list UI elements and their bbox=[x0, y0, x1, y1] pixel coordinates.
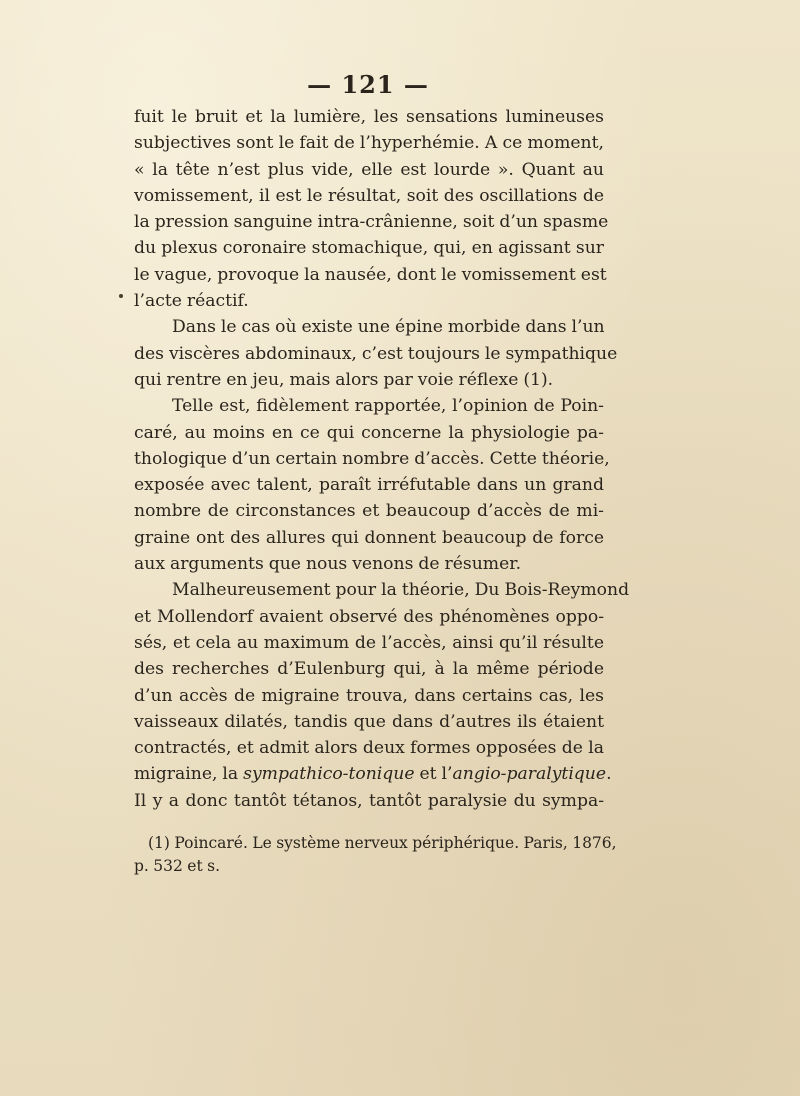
text-line: Il y a donc tantôt tétanos, tantôt paralysie du sympa- bbox=[134, 790, 604, 811]
text-line: Telle est, fidèlement rapportée, l’opinion de Poin- bbox=[172, 396, 604, 417]
text-line: la pression sanguine intra-crânienne, soit d’un spasme bbox=[134, 212, 609, 233]
text-line: vomissement, il est le résultat, soit des oscillations de bbox=[134, 185, 604, 206]
text-segment: et l’ bbox=[414, 764, 453, 785]
text-line: caré, au moins en ce qui concerne la physiologie pa- bbox=[134, 422, 604, 443]
text-line: nombre de circonstances et beaucoup d’accès de mi- bbox=[134, 501, 604, 522]
text-line: le vague, provoque la nausée, dont le vomissement est bbox=[134, 264, 607, 285]
text-line: subjectives sont le fait de l’hyperhémie. A ce moment, bbox=[134, 133, 604, 154]
text-line: et Mollendorf avaient observé des phénomènes oppo- bbox=[134, 606, 604, 627]
text-line: qui rentre en jeu, mais alors par voie réflexe (1). bbox=[134, 369, 554, 390]
text-line: sés, et cela au maximum de l’accès, ainsi qu’il résulte bbox=[134, 632, 604, 653]
text-line: thologique d’un certain nombre d’accès. Cette théorie, bbox=[134, 448, 610, 469]
margin-mark bbox=[119, 294, 123, 298]
text-line: du plexus coronaire stomachique, qui, en agissant sur bbox=[134, 238, 604, 259]
italic-term: sympathico-tonique bbox=[243, 764, 415, 785]
page-number: — 121 — bbox=[307, 70, 429, 99]
text-line: Dans le cas où existe une épine morbide dans l’un bbox=[172, 317, 605, 338]
text-line: vaisseaux dilatés, tandis que dans d’autres ils étaient bbox=[134, 711, 604, 732]
text-segment: . bbox=[606, 764, 612, 785]
text-line: contractés, et admit alors deux formes opposées de la bbox=[134, 738, 604, 759]
footnote bbox=[134, 832, 617, 878]
body-text bbox=[134, 104, 630, 814]
footnote-line: (1) Poincaré. Le système nerveux périphérique. Paris, 1876, bbox=[148, 834, 617, 852]
text-line: graine ont des allures qui donnent beaucoup de force bbox=[134, 527, 604, 548]
text-line: fuit le bruit et la lumière, les sensations lumineuses bbox=[134, 107, 604, 127]
text-line: Malheureusement pour la théorie, Du Bois-Reymond bbox=[172, 580, 630, 601]
text-line: des viscères abdominaux, c’est toujours le sympathique bbox=[134, 343, 618, 364]
text-line bbox=[134, 761, 612, 787]
text-segment: migraine, la bbox=[134, 764, 244, 785]
text-line: l’acte réactif. bbox=[134, 291, 249, 312]
text-line: d’un accès de migraine trouva, dans certains cas, les bbox=[134, 685, 604, 706]
text-line: exposée avec talent, paraît irréfutable dans un grand bbox=[134, 475, 604, 496]
footnote-line: p. 532 et s. bbox=[134, 857, 220, 875]
text-line: des recherches d’Eulenburg qui, à la même période bbox=[134, 659, 604, 680]
text-line: aux arguments que nous venons de résumer. bbox=[134, 554, 522, 575]
italic-term: angio-paralytique bbox=[452, 764, 607, 785]
text-line: « la tête n’est plus vide, elle est lourde ». Quant au bbox=[134, 159, 604, 180]
